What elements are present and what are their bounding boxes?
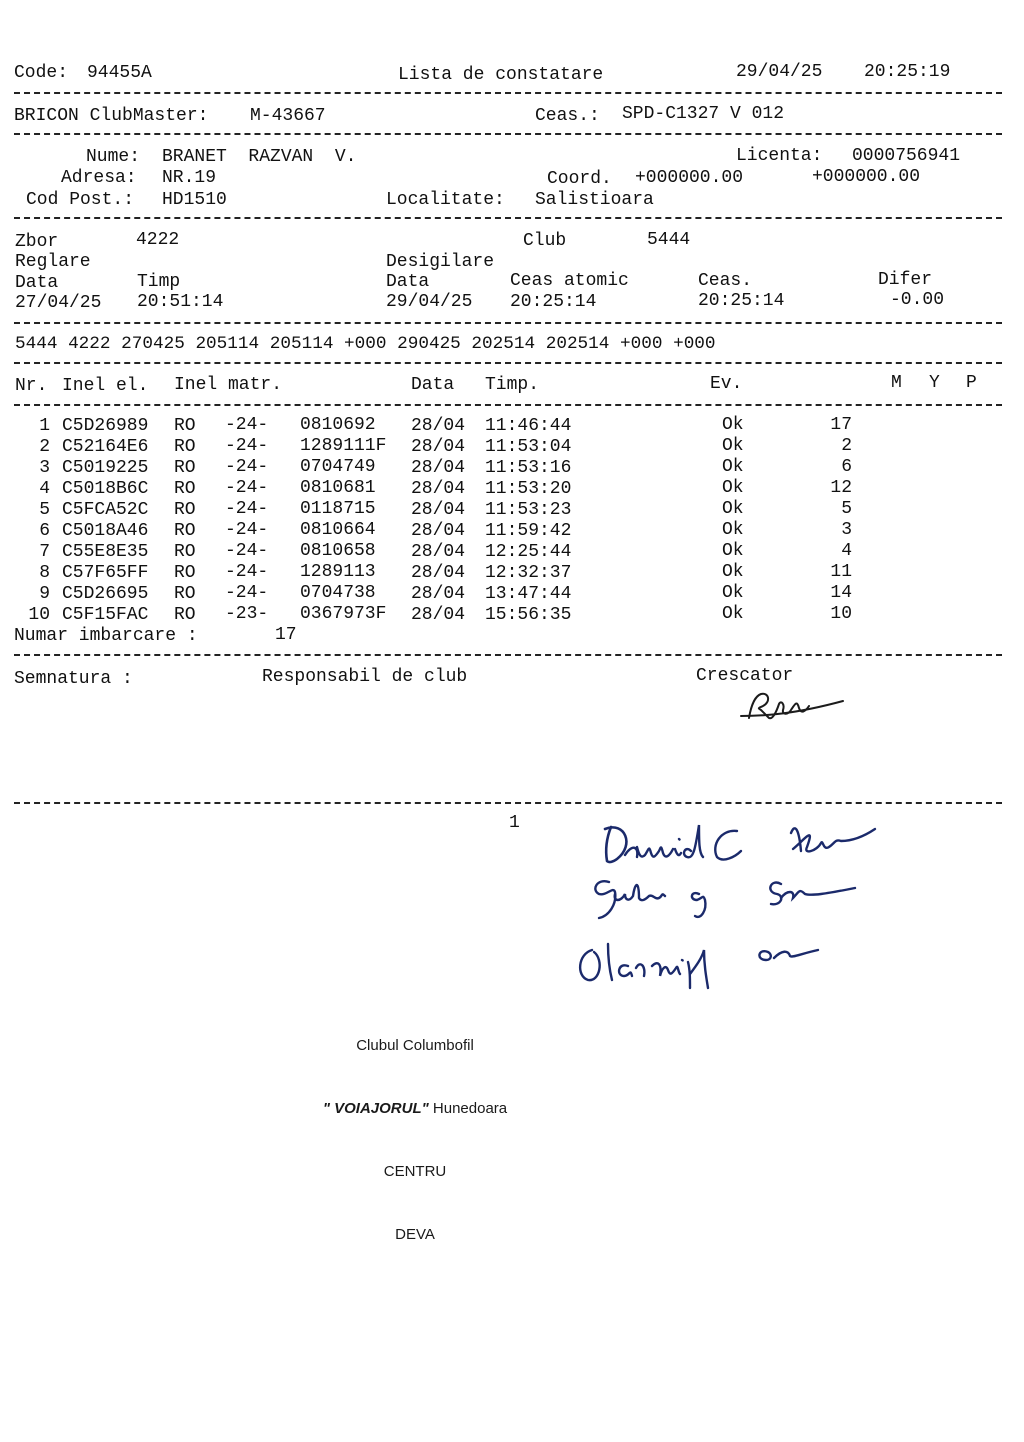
coord-1: +000000.00: [635, 168, 744, 188]
reglare-timp: 20:51:14: [137, 292, 224, 312]
club-stamp: [270, 993, 560, 1266]
row-timp: 11:53:16: [485, 458, 572, 478]
separator: [14, 404, 1002, 406]
row-matr: 0118715: [300, 499, 376, 519]
row-inel: C52164E6: [62, 437, 149, 457]
row-timp: 11:53:23: [485, 500, 572, 520]
handwritten-name-1: [595, 815, 885, 875]
crescator-signature: [735, 688, 850, 728]
row-val: 3: [841, 520, 852, 540]
desigilare-label: Desigilare: [386, 252, 495, 272]
row-inel: C5F15FAC: [62, 605, 149, 625]
table-row: [0, 479, 1024, 500]
row-tara: RO: [174, 437, 196, 457]
row-val: 10: [830, 604, 852, 624]
row-matr: 0704749: [300, 457, 376, 477]
row-timp: 12:32:37: [485, 563, 572, 583]
row-val: 2: [841, 436, 852, 456]
row-nr: 6: [39, 521, 50, 541]
nume-label: Nume:: [86, 147, 141, 167]
row-data: 28/04: [411, 437, 466, 457]
row-ev: Ok: [722, 520, 744, 540]
row-matr: 0810664: [300, 520, 376, 540]
codpost-value: HD1510: [162, 190, 227, 210]
row-tara: RO: [174, 563, 196, 583]
row-an: -24-: [225, 457, 269, 477]
difer-label: Difer: [878, 270, 933, 290]
row-matr: 0367973F: [300, 604, 387, 624]
print-date: 29/04/25: [736, 62, 823, 82]
separator: [14, 362, 1002, 364]
stamp-club-name: " VOIAJORUL": [322, 1100, 429, 1117]
code-label: Code:: [14, 63, 69, 83]
row-tara: RO: [174, 479, 196, 499]
desig-data-label: Data: [386, 272, 430, 292]
row-timp: 12:25:44: [485, 542, 572, 562]
row-tara: RO: [174, 416, 196, 436]
row-timp: 11:59:42: [485, 521, 572, 541]
row-tara: RO: [174, 584, 196, 604]
separator: [14, 654, 1002, 656]
desig-data: 29/04/25: [386, 292, 473, 312]
stamp-line-4: DEVA: [395, 1226, 435, 1243]
col-y: Y: [929, 373, 940, 393]
row-nr: 5: [39, 500, 50, 520]
reglare-timp-label: Timp: [137, 272, 181, 292]
row-data: 28/04: [411, 542, 466, 562]
row-data: 28/04: [411, 605, 466, 625]
row-nr: 3: [39, 458, 50, 478]
row-nr: 4: [39, 479, 50, 499]
row-matr: 0810692: [300, 415, 376, 435]
page-number: 1: [509, 813, 520, 833]
row-nr: 10: [28, 605, 50, 625]
row-val: 6: [841, 457, 852, 477]
row-an: -24-: [225, 541, 269, 561]
ceas-atomic-label: Ceas atomic: [510, 271, 629, 291]
codpost-label: Cod Post.:: [26, 190, 135, 210]
row-timp: 13:47:44: [485, 584, 572, 604]
ceas-value: SPD-C1327 V 012: [622, 104, 785, 124]
row-ev: Ok: [722, 478, 744, 498]
col-m: M: [891, 373, 902, 393]
row-val: 11: [830, 562, 852, 582]
table-row: [0, 521, 1024, 542]
row-an: -24-: [225, 499, 269, 519]
responsabil-label: Responsabil de club: [262, 667, 468, 687]
row-val: 14: [830, 583, 852, 603]
row-data: 28/04: [411, 584, 466, 604]
col-ev: Ev.: [710, 374, 743, 394]
row-timp: 11:53:04: [485, 437, 572, 457]
row-inel: C5018B6C: [62, 479, 149, 499]
reglare-data-label: Data: [15, 273, 59, 293]
row-nr: 9: [39, 584, 50, 604]
col-timp: Timp.: [485, 375, 540, 395]
row-ev: Ok: [722, 415, 744, 435]
row-an: -24-: [225, 520, 269, 540]
col-data: Data: [411, 375, 455, 395]
row-timp: 11:46:44: [485, 416, 572, 436]
print-time: 20:25:19: [864, 62, 951, 82]
table-row: [0, 416, 1024, 437]
row-data: 28/04: [411, 521, 466, 541]
col-p: P: [966, 373, 977, 393]
club-label: Club: [523, 231, 567, 251]
row-inel: C5D26989: [62, 416, 149, 436]
row-matr: 0810681: [300, 478, 376, 498]
reglare-label: Reglare: [15, 252, 91, 272]
desig-ceas: 20:25:14: [698, 291, 785, 311]
row-timp: 11:53:20: [485, 479, 572, 499]
zbor-label: Zbor: [15, 232, 59, 252]
table-row: [0, 605, 1024, 626]
row-val: 4: [841, 541, 852, 561]
row-ev: Ok: [722, 541, 744, 561]
reglare-data: 27/04/25: [15, 293, 102, 313]
handwritten-name-2: [585, 868, 865, 930]
row-nr: 7: [39, 542, 50, 562]
separator: [14, 802, 1002, 804]
row-an: -24-: [225, 478, 269, 498]
table-row: [0, 584, 1024, 605]
col-nr: Nr.: [15, 376, 48, 396]
row-inel: C5D26695: [62, 584, 149, 604]
row-ev: Ok: [722, 562, 744, 582]
ceas-label: Ceas.:: [535, 106, 600, 126]
table-row: [0, 437, 1024, 458]
clubmaster-id: M-43667: [250, 106, 326, 126]
code-value: 94455A: [87, 63, 152, 83]
stamp-line-2: [270, 1098, 560, 1119]
row-tara: RO: [174, 605, 196, 625]
row-val: 12: [830, 478, 852, 498]
row-ev: Ok: [722, 499, 744, 519]
handwritten-name-3-text: [3, 1, 4, 2]
table-row: [0, 542, 1024, 563]
row-val: 5: [841, 499, 852, 519]
table-row: [0, 563, 1024, 584]
licenta-value: 0000756941: [852, 146, 961, 166]
row-tara: RO: [174, 521, 196, 541]
col-inel-matr: Inel matr.: [174, 375, 283, 395]
row-an: -23-: [225, 604, 269, 624]
row-ev: Ok: [722, 604, 744, 624]
localitate-value: Salistioara: [535, 190, 654, 210]
stamp-line-3: CENTRU: [383, 1163, 447, 1180]
nume-value: BRANET RAZVAN V.: [162, 147, 357, 167]
row-matr: 0810658: [300, 541, 376, 561]
separator: [14, 217, 1002, 219]
localitate-label: Localitate:: [386, 190, 505, 210]
crescator-label: Crescator: [696, 666, 794, 686]
row-tara: RO: [174, 542, 196, 562]
row-data: 28/04: [411, 416, 466, 436]
summary-line: 5444 4222 270425 205114 205114 +000 290425 202514 202514 +000 +000: [15, 334, 716, 354]
row-inel: C5019225: [62, 458, 149, 478]
licenta-label: Licenta:: [736, 146, 823, 166]
separator: [14, 92, 1002, 94]
desig-atomic: 20:25:14: [510, 292, 597, 312]
clubmaster-label: BRICON ClubMaster:: [14, 106, 209, 126]
row-an: -24-: [225, 436, 269, 456]
handwritten-name-3: [572, 930, 842, 992]
row-matr: 0704738: [300, 583, 376, 603]
row-data: 28/04: [411, 500, 466, 520]
row-nr: 2: [39, 437, 50, 457]
row-nr: 8: [39, 563, 50, 583]
separator: [14, 322, 1002, 324]
row-tara: RO: [174, 500, 196, 520]
zbor-value: 4222: [136, 230, 180, 250]
row-timp: 15:56:35: [485, 605, 572, 625]
row-data: 28/04: [411, 458, 466, 478]
club-value: 5444: [647, 230, 691, 250]
imbarcare-value: 17: [275, 625, 297, 645]
row-inel: C5018A46: [62, 521, 149, 541]
row-an: -24-: [225, 415, 269, 435]
adresa-value: NR.19: [162, 168, 217, 188]
stamp-line-1: Clubul Columbofil: [356, 1037, 474, 1054]
separator: [14, 133, 1002, 135]
adresa-label: Adresa:: [61, 168, 137, 188]
row-matr: 1289111F: [300, 436, 387, 456]
table-row: [0, 458, 1024, 479]
imbarcare-label: Numar imbarcare :: [14, 626, 198, 646]
row-ev: Ok: [722, 457, 744, 477]
coord-label: Coord.: [547, 169, 612, 189]
table-row: [0, 500, 1024, 521]
stamp-city: Hunedoara: [428, 1100, 508, 1117]
row-matr: 1289113: [300, 562, 376, 582]
row-inel: C55E8E35: [62, 542, 149, 562]
coord-2: +000000.00: [812, 167, 921, 187]
desig-ceas-label: Ceas.: [698, 271, 753, 291]
difer-value: -0.00: [890, 290, 945, 310]
col-inel-el: Inel el.: [62, 376, 149, 396]
row-ev: Ok: [722, 583, 744, 603]
row-inel: C5FCA52C: [62, 500, 149, 520]
row-ev: Ok: [722, 436, 744, 456]
row-an: -24-: [225, 562, 269, 582]
document-title: Lista de constatare: [398, 65, 604, 85]
row-data: 28/04: [411, 563, 466, 583]
row-nr: 1: [39, 416, 50, 436]
row-inel: C57F65FF: [62, 563, 149, 583]
row-an: -24-: [225, 583, 269, 603]
row-data: 28/04: [411, 479, 466, 499]
semnatura-label: Semnatura :: [14, 669, 133, 689]
row-tara: RO: [174, 458, 196, 478]
row-val: 17: [830, 415, 852, 435]
